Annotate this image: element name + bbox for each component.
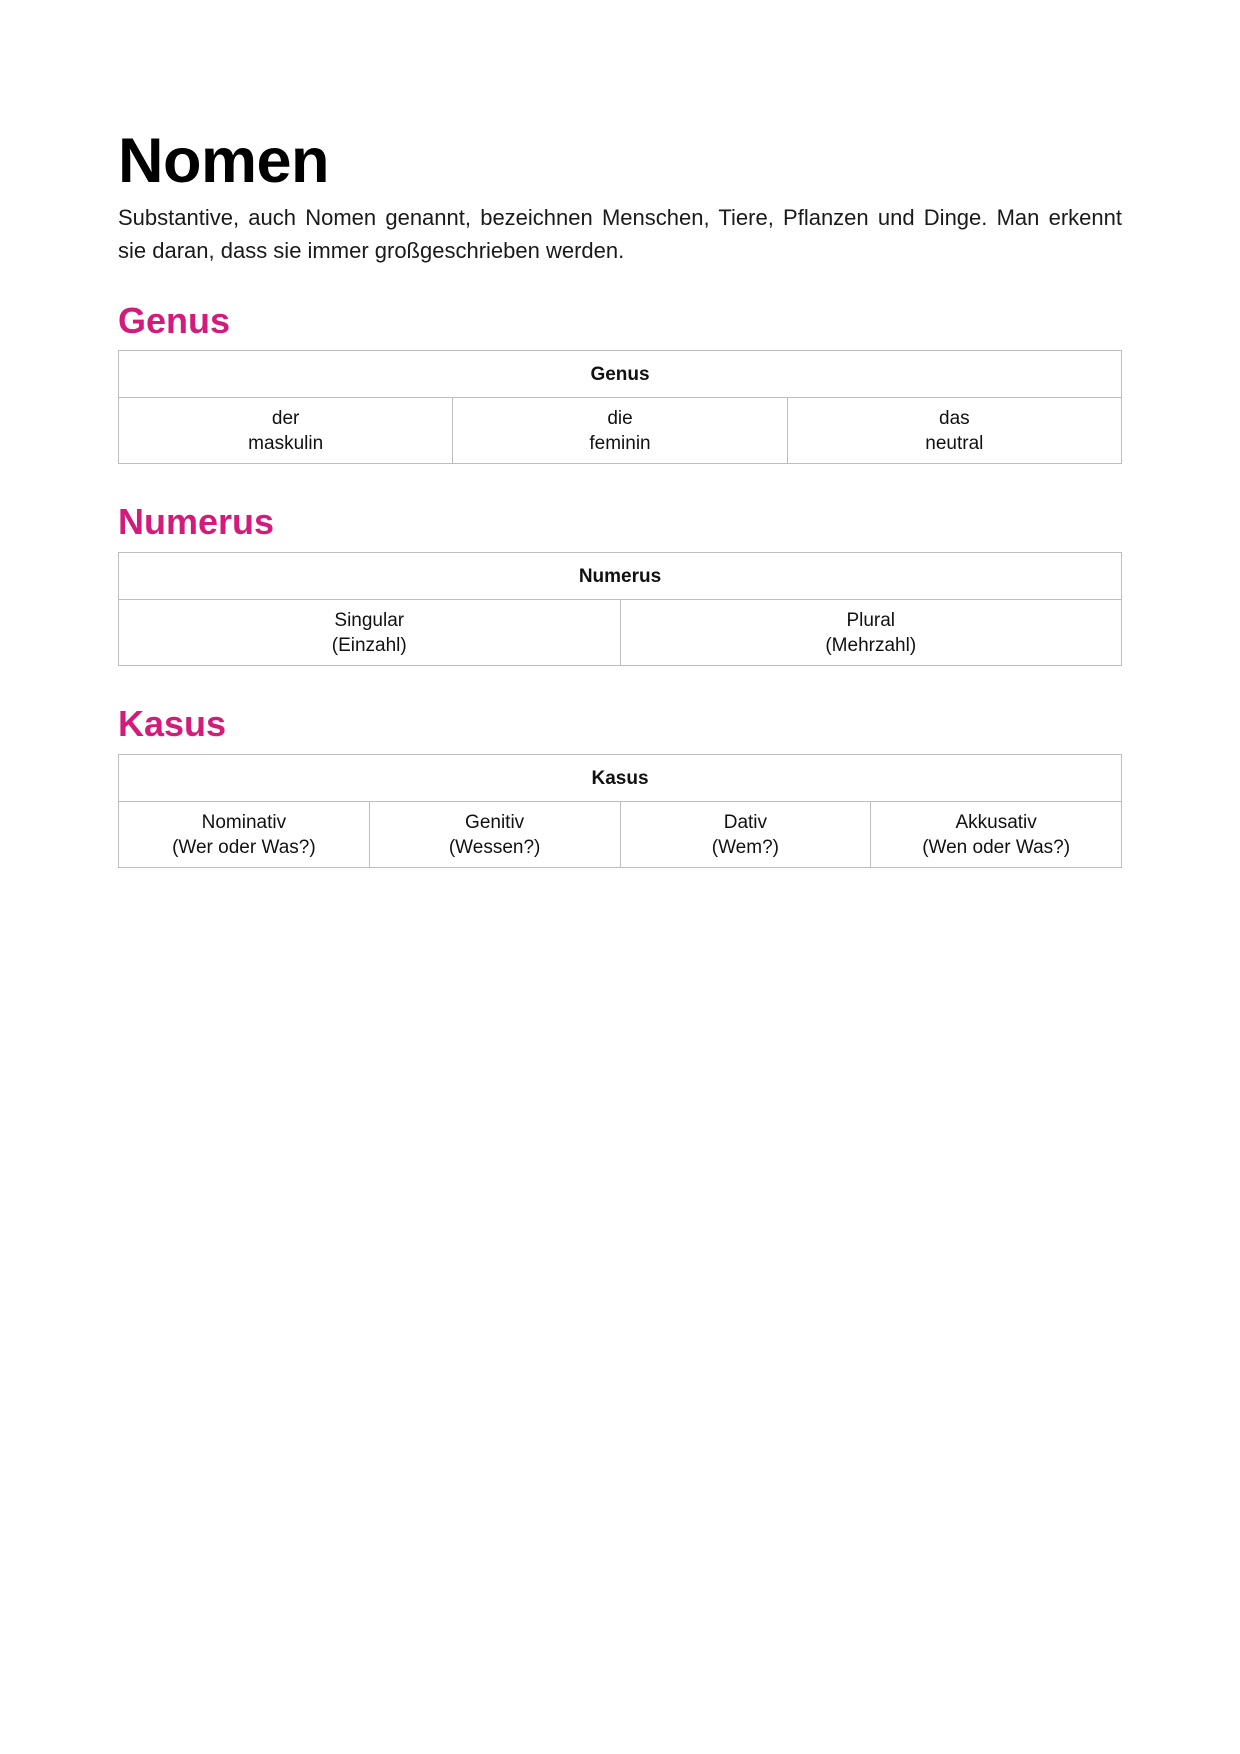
cell-translation: (Einzahl): [331, 634, 407, 656]
cell-gender: feminin: [589, 432, 651, 454]
kasus-table-header: Kasus: [119, 755, 1122, 802]
genus-table-header-row: [119, 351, 1122, 398]
genus-table-row: [119, 398, 1122, 464]
page-title: Nomen: [118, 126, 330, 196]
kasus-cell-dativ: [620, 802, 871, 868]
kasus-table: [118, 754, 1122, 868]
intro-paragraph: Substantive, auch Nomen genannt, bezeichnen Menschen, Tiere, Pflanzen und Dinge. Man erkennt sie daran, dass sie immer großgeschrieben werden.: [118, 205, 1122, 263]
numerus-table-header-row: [119, 553, 1122, 600]
numerus-cell-singular: [119, 600, 621, 666]
cell-question: (Wer oder Was?): [172, 836, 316, 858]
cell-term: Akkusativ: [955, 811, 1037, 833]
genus-table-header: Genus: [119, 351, 1122, 398]
numerus-table: [118, 552, 1122, 666]
kasus-cell-genitiv: [369, 802, 620, 868]
numerus-table-header: Numerus: [119, 553, 1122, 600]
kasus-table-header-row: [119, 755, 1122, 802]
cell-translation: (Mehrzahl): [825, 634, 917, 656]
genus-cell-masculine: [119, 398, 453, 464]
cell-question: (Wessen?): [448, 836, 541, 858]
cell-gender: maskulin: [248, 432, 324, 454]
cell-question: (Wem?): [711, 836, 779, 858]
cell-gender: neutral: [925, 432, 984, 454]
numerus-cell-plural: [620, 600, 1122, 666]
kasus-table-row: [119, 802, 1122, 868]
genus-cell-neuter: [787, 398, 1121, 464]
cell-article: die: [607, 407, 633, 429]
cell-term: Plural: [846, 609, 896, 631]
numerus-table-row: [119, 600, 1122, 666]
numerus-heading: Numerus: [118, 501, 275, 542]
genus-cell-feminine: [453, 398, 787, 464]
kasus-heading: Kasus: [118, 703, 227, 744]
cell-term: Nominativ: [201, 811, 287, 833]
genus-table: [118, 350, 1122, 464]
cell-term: Dativ: [723, 811, 768, 833]
cell-question: (Wen oder Was?): [922, 836, 1071, 858]
cell-term: Genitiv: [465, 811, 525, 833]
kasus-cell-akkusativ: [871, 802, 1122, 868]
genus-heading: Genus: [118, 300, 231, 341]
kasus-cell-nominativ: [119, 802, 370, 868]
cell-term: Singular: [334, 609, 405, 631]
cell-article: das: [939, 407, 970, 429]
cell-article: der: [271, 407, 300, 429]
